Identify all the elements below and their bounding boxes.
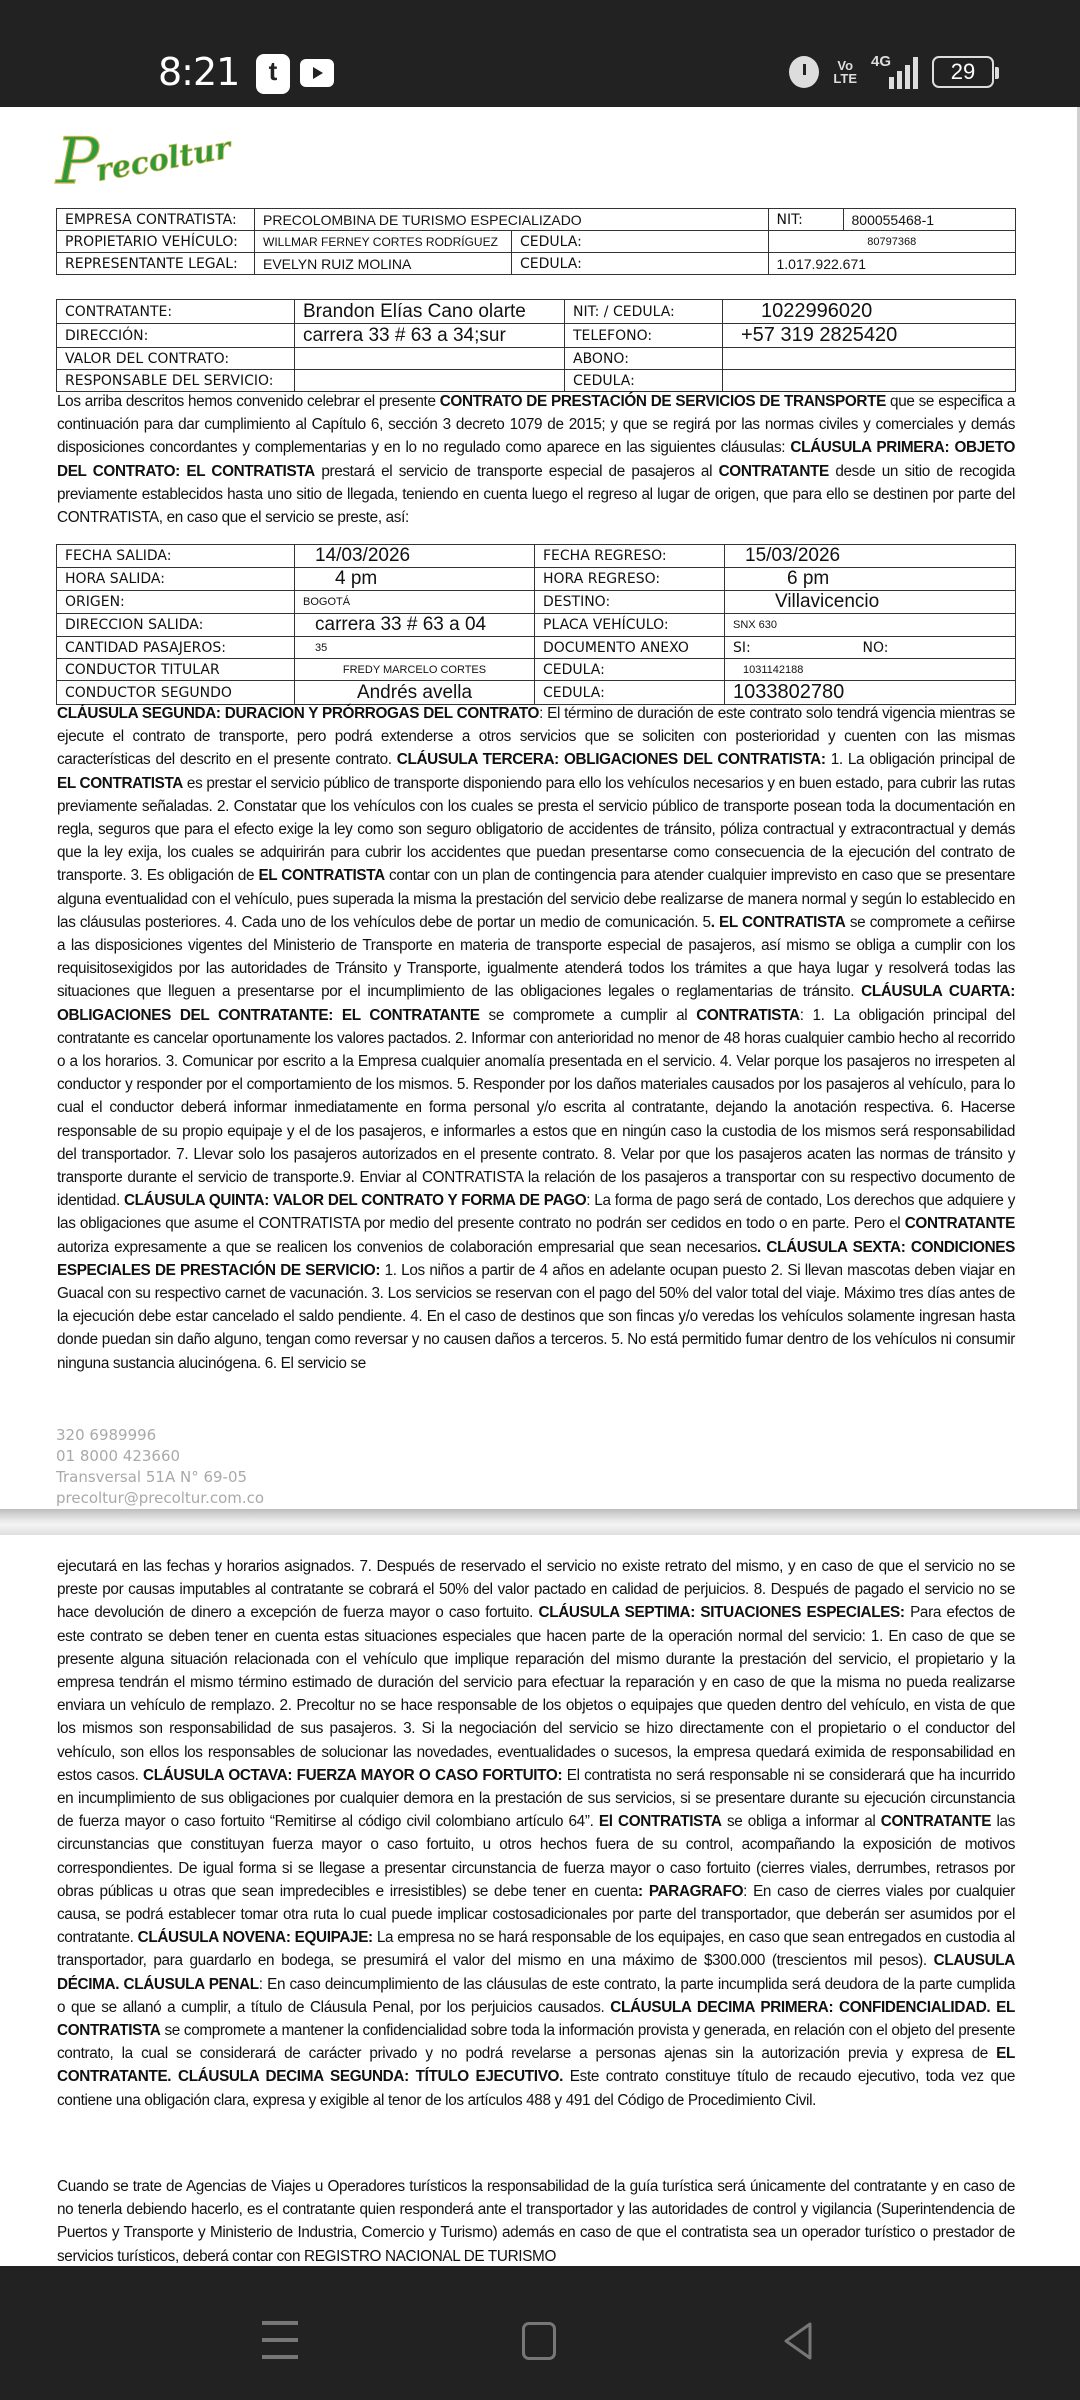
representante-value: EVELYN RUIZ MOLINA — [255, 253, 512, 275]
text: se compromete a ceñirse a las disposiciones vigentes del Ministerio de Transporte en materia de transporte especial de pasajeros, así mismo se obliga a cumplir con los requisitosexigidos por las autoridades de Tránsito y Transporte, igualmente atenderá todos los trámites a que haya lugar y resolverá todas las situaciones que lleguen a presentarse por el incumplimiento de las obligaciones legales o reglamentarias de tránsito. — [57, 913, 1015, 1001]
propietario-value: WILLMAR FERNEY CORTES RODRÍGUEZ — [255, 231, 512, 253]
conductor-titular-cedula-value: 1031142188 — [725, 659, 1016, 681]
table-row — [57, 591, 1016, 614]
text: Este contrato constituye título de recaudo ejecutivo, toda vez que contiene una obligación clara, expresa y exigible al tenor de los artículos 488 y 491 del Código de Procedimiento Civil. — [57, 2068, 1015, 2109]
conductor-segundo-value: Andrés avella — [295, 681, 535, 705]
nit-cedula-value: 1022996020 — [723, 300, 1016, 324]
final-paragraph: Cuando se trate de Agencias de Viajes u Operadores turísticos la responsabilidad de la guía turística será únicamente del contratante y en caso de no tenerla debiendo hacerlo, es el contratante quien responderá ante el transportador y las autoridades de control y vigilancia (Superintendencia de Puertos y Transporte y Ministerio de Industria, Comercio y Turismo) además en caso de que el contratista sea un operador turístico o prestador de servicios turísticos, deberá contar con REGISTRO NACIONAL DE TURISMO — [57, 2178, 1015, 2265]
bold-text: EL CONTRATISTA — [57, 774, 183, 792]
bold-text: : PARAGRAFO — [638, 1882, 744, 1900]
volte-icon — [833, 59, 857, 85]
clock: 8:21 — [158, 50, 240, 94]
signal-bar — [897, 71, 902, 89]
clause-heading: . CLÁUSULA SEXTA: CONDICIONES ESPECIALES DE PRESTACIÓN DE SERVICIO: — [57, 1238, 1016, 1279]
text: se obliga a informar al — [721, 1813, 881, 1831]
clause-heading: CLÁUSULA NOVENA: EQUIPAJE: — [137, 1929, 373, 1947]
text: las circunstancias que constituyan fuerza mayor o caso fortuito, u otros hechos fuera de su control, acompañando la exposición de motivos correspondientes. De igual forma si se llegase a presentar circunstancia de fuerza mayor o caso fortuito (cierres viales, derrumbes, retrasos por obras públicas u otras que sean impredecibles e irresistibles) se debe tener en cuenta — [57, 1813, 1015, 1900]
table-row — [57, 253, 1016, 275]
document-page-2[interactable] — [0, 1535, 1080, 2266]
conductor-titular-cedula-label: CEDULA: — [535, 659, 725, 681]
propietario-label: PROPIETARIO VEHÍCULO: — [57, 231, 255, 253]
text: ejecutará en las fechas y horarios asignados. 7. Después de reservado el servicio no existe retrato del mismo, y en caso de que el servicio no se preste por causas imputables al contratante se cobrará el 50% del valor pactado en calidad de perjuicios. 8. Después de pagado el servicio no se hace devolución de dinero a excepción de fuerza mayor o caso fortuito. — [57, 1558, 1015, 1622]
text: : El término de duración de este contrato solo tendrá vigencia mientras se ejecute el contrato de transporte, pero podrá extenderse a otros servicios que se soliciten con posterioridad y cuenten con las mismas características del descrito en el presente contrato. — [57, 705, 1015, 769]
hora-regreso-value: 6 pm — [725, 568, 1016, 591]
text: se compromete a mantener la confidencialidad sobre toda la información provista y generada, en relación con el objeto del presente contrato, la cual se considerará de carácter privado y no podrá revelarse a personas ajenas sin la autorización previa y expresa de — [57, 2022, 1015, 2063]
direccion-label: DIRECCIÓN: — [57, 324, 295, 348]
si-label: SI: — [725, 637, 855, 659]
no-label: NO: — [855, 637, 1016, 659]
footer-email: precoltur@precoltur.com.co — [56, 1489, 265, 1507]
direccion-salida-label: DIRECCION SALIDA: — [57, 614, 295, 637]
clause-heading: CLÁUSULA SEGUNDA: DURACION Y PRÓRROGAS DEL CONTRATO — [57, 705, 540, 722]
placa-label: PLACA VEHÍCULO: — [535, 614, 725, 637]
table-row — [57, 614, 1016, 637]
clause-heading: CLAUSULA DÉCIMA. CLÁUSULA PENAL — [57, 1952, 1015, 1993]
clause-heading: CLÁUSULA QUINTA: VALOR DEL CONTRATO Y FORMA DE PAGO — [123, 1192, 587, 1210]
contratante-value: Brandon Elías Cano olarte — [295, 300, 565, 324]
text: : En caso deincumplimiento de las cláusulas de este contrato, la parte incumplida será deudora de la parte cumplida o que se allanó a cumplir, a título de Cláusula Penal, por los perjuicios causados. — [57, 1975, 1015, 2016]
table-row — [57, 681, 1016, 705]
representante-cedula-label: CEDULA: — [512, 253, 769, 275]
responsable-value — [295, 370, 565, 392]
menu-icon — [262, 2321, 298, 2325]
bold-text: . EL CONTRATISTA — [710, 913, 846, 931]
conductor-segundo-cedula-label: CEDULA: — [535, 681, 725, 705]
table-row — [57, 324, 1016, 348]
hora-regreso-label: HORA REGRESO: — [535, 568, 725, 591]
footer-phone: 320 6989996 — [56, 1426, 157, 1444]
text: El contratista no será responsable ni se considerará que ha incurrido en incumplimiento de sus obligaciones por cualquier demora en la prestación de sus servicios, si se presentare durante su ejecución circunstancia de fuerza mayor o caso fortuito “Remitirse al código civil colombiano artículo 64”. — [57, 1766, 1015, 1831]
clause-heading: CLÁUSULA PRIMERA: OBJETO DEL CONTRATO: EL CONTRATISTA — [57, 439, 1015, 480]
menu-icon — [262, 2355, 298, 2359]
document-page-1[interactable] — [0, 107, 1080, 1509]
representante-cedula-value: 1.017.922.671 — [768, 253, 1016, 275]
table-row — [57, 370, 1016, 392]
text: Para efectos de este contrato se deben tener en cuenta estas situaciones especiales que hacen parte de la operación normal del servicio: 1. En caso de que se presente alguna situación relacionada con el vehículo que implique reparación del mismo durante la prestación del servicio, el propietario y la empresa tendrán el mismo término estimado de duración del servicio para efectuar la reparación y en caso de que la misma no pueda realizarse enviara un vehículo de remplazo. 2. Precoltur no se hace responsable de los objetos o equipajes que queden dentro del vehículo, en vista de que los mismos son responsabilidad de sus pasajeros. 3. Si la negociación del servicio se hizo directamente con el propietario o el conductor del vehículo, son ellos los responsables de solucionar las novedades, eventualidades o sucesos, la empresa quedará eximida de responsabilidad en estos casos. — [57, 1604, 1016, 1784]
bold-text: El CONTRATISTA — [598, 1813, 722, 1831]
bold-text: CONTRATISTA — [696, 1006, 800, 1024]
nit-value: 800055468-1 — [843, 209, 1016, 231]
propietario-cedula-label: CEDULA: — [512, 231, 769, 253]
table-row — [57, 568, 1016, 591]
text: prestará el servicio de transporte especial de pasajeros al — [314, 462, 719, 480]
home-button[interactable] — [522, 2322, 556, 2360]
signal-icon — [871, 55, 918, 89]
cantidad-label: CANTIDAD PASAJEROS: — [57, 637, 295, 659]
destino-value: Villavicencio — [725, 591, 1016, 614]
text: es prestar el servicio público de transporte disponiendo para ello los vehículos necesarios y en buen estado, para cubrir las rutas previamente señaladas. 2. Constatar que los vehículos con los cuales se presta el servicio público de transporte posean toda la documentación en regla, seguros que para el efecto exige la ley como son seguro obligatorio de accidentes de tránsito, póliza contractual y extracontractual y demás que la ley exija, los cuales se adquirirán para cubrir los accidentes que puedan presentarse como consecuencia de la ejecución del contrato de transporte. 3. Es obligación de — [57, 774, 1015, 885]
table-row — [57, 231, 1016, 253]
responsable-label: RESPONSABLE DEL SERVICIO: — [57, 370, 295, 392]
origen-value: BOGOTÁ — [295, 591, 535, 614]
clause-heading: CLÁUSULA SEPTIMA: SITUACIONES ESPECIALES: — [538, 1604, 905, 1622]
bold-text: CONTRATANTE — [904, 1215, 1015, 1233]
bold-text: CONTRATANTE — [718, 462, 829, 480]
valor-value — [295, 348, 565, 370]
destino-label: DESTINO: — [535, 591, 725, 614]
text: contar con un plan de contingencia para atender cualquier imprevisto en caso que se presentare alguna eventualidad con el vehículo, pues superada la misma la prestación del servicio debe realizarse de manera normal y según lo establecido en las cláusulas posteriores. 4. Cada uno de los vehículos debe de portar un medio de comunicación. 5 — [57, 867, 1016, 931]
volte-top: Vo — [837, 58, 854, 73]
footer-address: Transversal 51A N° 69-05 — [56, 1468, 248, 1486]
youtube-icon — [300, 59, 334, 87]
t-app-icon: t — [256, 54, 290, 94]
conductor-titular-label: CONDUCTOR TITULAR — [57, 659, 295, 681]
status-bar — [0, 0, 1080, 107]
propietario-cedula-value: 80797368 — [768, 231, 1016, 253]
footer-toll-free: 01 8000 423660 — [56, 1447, 181, 1465]
responsable-cedula-label: CEDULA: — [565, 370, 723, 392]
valor-label: VALOR DEL CONTRATO: — [57, 348, 295, 370]
telefono-value: +57 319 2825420 — [723, 324, 1016, 348]
hora-salida-value: 4 pm — [295, 568, 535, 591]
table-row — [57, 545, 1016, 568]
signal-bar — [905, 65, 910, 89]
text: que se especifica a continuación para dar cumplimiento al Capítulo 6, sección 3 decreto 1079 de 2015; y que se regirá por las normas civiles y comerciales y demás disposiciones concordantes y complementarias y en lo no regulado como aparece en las siguientes cláusulas: — [57, 393, 1015, 457]
abono-label: ABONO: — [565, 348, 723, 370]
status-icons — [789, 52, 994, 92]
telefono-label: TELEFONO: — [565, 324, 723, 348]
trip-table — [56, 544, 1016, 705]
text: se compromete a cumplir al — [479, 1006, 697, 1024]
fecha-regreso-label: FECHA REGRESO: — [535, 545, 725, 568]
text: La empresa no se hará responsable de los equipajes, en caso que sean entregados en custodia al transportador, para guardarlo en bodega, se presumirá el valor del mismo en una máximo de $300.000 (trescientos mil pesos). — [57, 1929, 1015, 1970]
client-table — [56, 299, 1016, 392]
representante-label: REPRESENTANTE LEGAL: — [57, 253, 255, 275]
bold-text: CONTRATO DE PRESTACIÓN DE SERVICIOS DE TRANSPORTE — [439, 393, 886, 410]
navigation-bar — [0, 2266, 1080, 2400]
back-button[interactable] — [780, 2321, 816, 2361]
table-row — [57, 637, 1016, 659]
volte-bottom: LTE — [833, 71, 857, 86]
responsable-cedula-value — [723, 370, 1016, 392]
text: desde un sitio de recogida previamente establecidos hasta uno sitio de llegada, teniendo en cuenta luego el regreso al lugar de origen, que para ello se destinen por parte del CONTRATISTA, en caso que el servicio se preste, así: — [57, 462, 1015, 527]
clause-heading: CLÁUSULA TERCERA: OBLIGACIONES DEL CONTRATISTA: — [396, 751, 826, 769]
precoltur-logo — [52, 125, 262, 205]
footer-contact — [56, 1425, 264, 1509]
hora-salida-label: HORA SALIDA: — [57, 568, 295, 591]
nit-label: NIT: — [768, 209, 843, 231]
contratante-label: CONTRATANTE: — [57, 300, 295, 324]
clauses-page-2 — [57, 1555, 1015, 2112]
conductor-titular-value: FREDY MARCELO CORTES — [295, 659, 535, 681]
clause-heading: EL CONTRATANTE. CLÁUSULA DECIMA SEGUNDA: TÍTULO EJECUTIVO. — [57, 2045, 1015, 2086]
table-row — [57, 209, 1016, 231]
fecha-regreso-value: 15/03/2026 — [725, 545, 1016, 568]
page-separator — [0, 1509, 1080, 1535]
clause-heading: CLÁUSULA OCTAVA: FUERZA MAYOR O CASO FORTUITO: — [143, 1766, 563, 1784]
svg-text:P: P — [56, 125, 100, 199]
fecha-salida-value: 14/03/2026 — [295, 545, 535, 568]
svg-text:recoltur: recoltur — [93, 130, 234, 189]
empresa-label: EMPRESA CONTRATISTA: — [57, 209, 255, 231]
menu-button[interactable] — [262, 2321, 298, 2359]
cantidad-value: 35 — [295, 637, 535, 659]
fecha-salida-label: FECHA SALIDA: — [57, 545, 295, 568]
text: Los arriba descritos hemos convenido celebrar el presente — [57, 393, 440, 410]
abono-value — [723, 348, 1016, 370]
origen-label: ORIGEN: — [57, 591, 295, 614]
table-row — [57, 300, 1016, 324]
text: : En caso de cierres viales por cualquier causa, se podrá establecer tomar otra ruta lo cual puede implicar costosadicionales por parte del transportador, que deberán ser asumidos por el contratante. — [57, 1882, 1015, 1947]
text: : La forma de pago será de contado, Los derechos que adquiere y las obligaciones que asume el CONTRATISTA por medio del presente contrato no podrán ser cedidos en todo o en parte. Pero el — [57, 1192, 1015, 1233]
company-table — [56, 208, 1016, 275]
table-row — [57, 348, 1016, 370]
network-type: 4G — [871, 53, 892, 70]
text: autoriza expresamente a que se realicen los convenios de colaboración empresarial que sean necesarios — [57, 1238, 758, 1256]
intro-paragraph — [57, 390, 1015, 529]
text: 1. La obligación principal de — [825, 751, 1016, 769]
bold-text: EL CONTRATISTA — [258, 867, 385, 885]
clause-heading: CLÁUSULA CUARTA: OBLIGACIONES DEL CONTRATANTE: EL CONTRATANTE — [57, 983, 1015, 1024]
clause-heading: CLÁUSULA DECIMA PRIMERA: CONFIDENCIALIDAD. EL CONTRATISTA — [57, 1998, 1015, 2040]
alarm-icon — [789, 56, 819, 88]
placa-value: SNX 630 — [725, 614, 1016, 637]
direccion-value: carrera 33 # 63 a 34;sur — [295, 324, 565, 348]
battery-icon: 29 — [932, 56, 994, 88]
documento-anexo-label: DOCUMENTO ANEXO — [535, 637, 725, 659]
table-row — [57, 659, 1016, 681]
conductor-segundo-label: CONDUCTOR SEGUNDO — [57, 681, 295, 705]
bold-text: CONTRATANTE — [880, 1813, 992, 1831]
text: : 1. La obligación principal del contratante es cancelar oportunamente los valores pactados. 2. Informar con anterioridad no menor de 48 horas cualquier cambio hecho al recorrido o a los horarios. 3. Comunicar por escrito a la Empresa cualquier anomalía presentada en el servicio. 4. Velar porque los pasajeros no irrespeten al conductor y responder por el comportamiento de los mismos. 5. Responder por los daños materiales causados por los pasajeros al vehículo, para lo cual el conductor deberá informar inmediatamente en forma personal y/o escrita al contratante, dejando la anotación respectiva. 6. Hacerse responsable de su propio equipaje y el de los pasajeros, e informarles a estos que en ningún caso la custodia de los mismos será responsabilidad del transportador. 7. Llevar solo los pasajeros autorizados en el presente contrato. 8. Velar por que los pasajeros acaten las normas de tránsito y transporte durante el servicio de transporte.9. Enviar al CONTRATISTA la relación de los pasajeros a transportar con su respectivo documento de identidad. — [57, 1006, 1015, 1210]
text: 1. Los niños a partir de 4 años en adelante ocupan puesto 2. Si llevan mascotas deben viajar en Guacal con su respectivo carnet de vacunación. 3. Los servicios se reservan con el pago del 50% del valor total del viaje. Máximo tres días antes de la ejecución debe estar cancelado el saldo pendiente. 4. En el caso de destinos que son fincas y/o veredas los vehículos solamente ingresan hasta donde puedan sin daño alguno, tengan como reversar y no causen daños a terceros. 5. No está permitido fumar dentro de los vehículos ni consumir ninguna sustancia alucinógena. 6. El servicio se — [57, 1261, 1015, 1372]
empresa-value: PRECOLOMBINA DE TURISMO ESPECIALIZADO — [255, 209, 769, 231]
menu-icon — [262, 2338, 298, 2342]
signal-bar — [889, 77, 894, 89]
back-icon — [786, 2324, 810, 2358]
signal-bar — [913, 57, 918, 89]
clauses-page-1 — [57, 702, 1015, 1375]
conductor-segundo-cedula-value: 1033802780 — [725, 681, 1016, 705]
nit-cedula-label: NIT: / CEDULA: — [565, 300, 723, 324]
direccion-salida-value: carrera 33 # 63 a 04 — [295, 614, 535, 637]
